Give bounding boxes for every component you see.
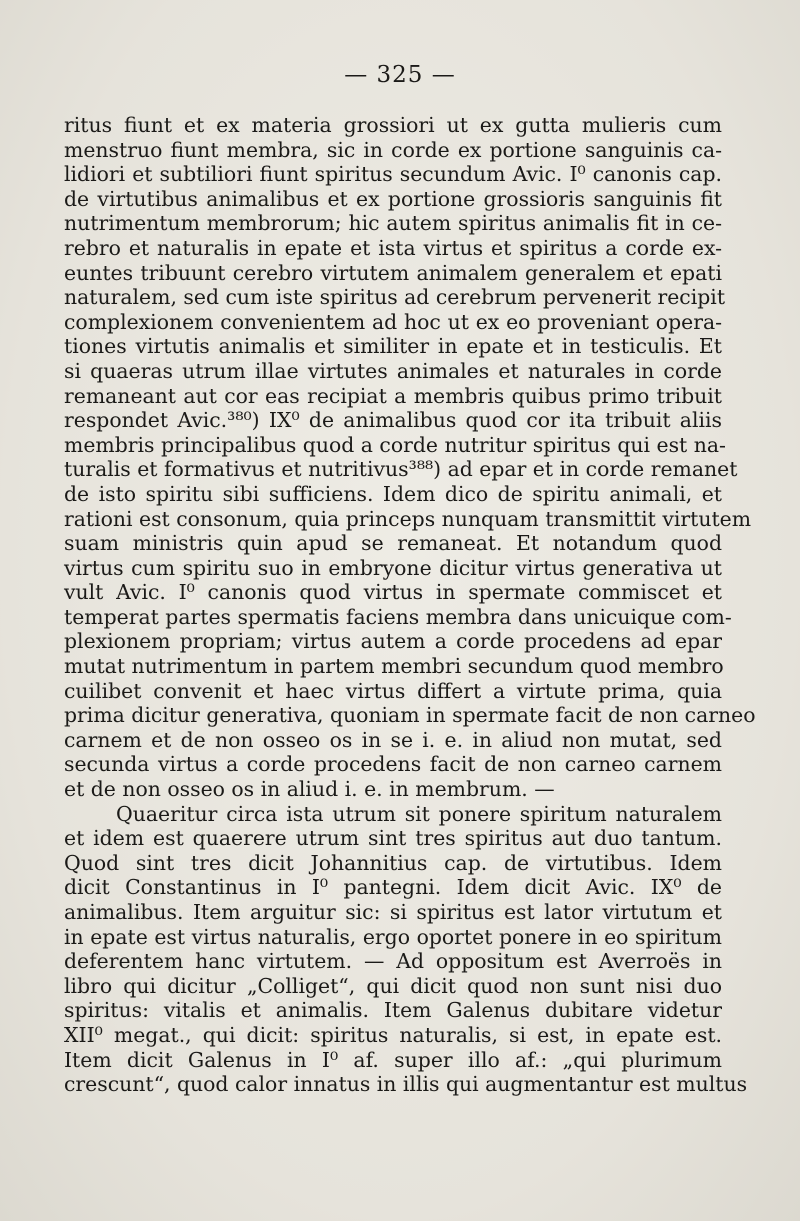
text-line: tiones virtutis animalis et similiter in epate et in testiculis. Et: [64, 334, 722, 359]
text-line: dicit Constantinus in I⁰ pantegni. Idem dicit Avic. IX⁰ de: [64, 875, 722, 900]
text-line: plexionem propriam; virtus autem a corde procedens ad epar: [64, 629, 722, 654]
text-line: respondet Avic.³⁸⁰) IX⁰ de animalibus quod cor ita tribuit aliis: [64, 408, 722, 433]
text-line: deferentem hanc virtutem. — Ad oppositum est Averroës in: [64, 949, 722, 974]
text-line: remaneant aut cor eas recipiat a membris quibus primo tribuit: [64, 383, 722, 408]
text-line: carnem et de non osseo os in se i. e. in aliud non mutat, sed: [64, 727, 722, 752]
text-line: Quod sint tres dicit Johannitius cap. de virtutibus. Idem: [64, 850, 722, 875]
text-line: rebro et naturalis in epate et ista virtus et spiritus a corde ex-: [64, 235, 722, 260]
page-number: — 325 —: [344, 62, 456, 88]
text-line: mutat nutrimentum in partem membri secundum quod membro: [64, 654, 724, 679]
text-line: prima dicitur generativa, quoniam in spermate facit de non carneo: [64, 703, 756, 728]
text-line: cuilibet convenit et haec virtus differt a virtute prima, quia: [64, 678, 722, 703]
text-line: naturalem, sed cum iste spiritus ad cerebrum pervenerit recipit: [64, 285, 726, 310]
text-line: temperat partes spermatis faciens membra dans unicuique com-: [64, 604, 732, 629]
text-line: lidiori et subtiliori fiunt spiritus secundum Avic. I⁰ canonis cap.: [64, 162, 722, 187]
text-line: rationi est consonum, quia princeps nunquam transmittit virtutem: [64, 506, 752, 531]
text-line: virtus cum spiritu suo in embryone dicitur virtus generativa ut: [64, 555, 722, 580]
text-line: turalis et formativus et nutritivus³⁸⁸) ad epar et in corde remanet: [64, 457, 738, 482]
text-line: libro qui dicitur „Colliget“, qui dicit quod non sunt nisi duo: [64, 973, 722, 998]
text-line: membris principalibus quod a corde nutritur spiritus qui est na-: [64, 432, 726, 457]
text-line: Item dicit Galenus in I⁰ af. super illo af.: „qui plurimum: [64, 1047, 722, 1072]
text-line: menstruo fiunt membra, sic in corde ex portione sanguinis ca-: [64, 137, 722, 162]
text-line: animalibus. Item arguitur sic: si spiritus est lator virtutum et: [64, 900, 722, 924]
text-line: euntes tribuunt cerebro virtutem animalem generalem et epati: [64, 260, 722, 285]
text-line: XII⁰ megat., qui dicit: spiritus naturalis, si est, in epate est.: [64, 1022, 722, 1047]
text-line: spiritus: vitalis et animalis. Item Galenus dubitare videtur: [64, 998, 722, 1023]
text-line: secunda virtus a corde procedens facit de non carneo carnem: [64, 752, 722, 777]
text-line: suam ministris quin apud se remaneat. Et notandum quod: [64, 531, 722, 556]
text-line: crescunt“, quod calor innatus in illis qui augmentantur est multus: [64, 1072, 748, 1097]
text-line: in epate est virtus naturalis, ergo oportet ponere in eo spiritum: [64, 924, 722, 949]
text-line: et de non osseo os in aliud i. e. in membrum. —: [64, 777, 555, 802]
text-line: si quaeras utrum illae virtutes animales et naturales in corde: [64, 358, 722, 383]
text-line: de virtutibus animalibus et ex portione grossioris sanguinis fit: [64, 186, 722, 211]
text-line: Quaeritur circa ista utrum sit ponere spiritum naturalem: [116, 801, 722, 826]
text-line: complexionem convenientem ad hoc ut ex eo proveniant opera-: [64, 309, 722, 334]
text-line: ritus fiunt et ex materia grossiori ut ex gutta mulieris cum: [64, 113, 722, 137]
text-line: et idem est quaerere utrum sint tres spiritus aut duo tantum.: [64, 826, 722, 851]
text-line: nutrimentum membrorum; hic autem spiritus animalis fit in ce-: [64, 211, 722, 236]
text-line: vult Avic. I⁰ canonis quod virtus in spermate commiscet et: [64, 580, 722, 605]
text-line: de isto spiritu sibi sufficiens. Idem dico de spiritu animali, et: [64, 481, 722, 506]
body-text: [64, 113, 756, 1097]
